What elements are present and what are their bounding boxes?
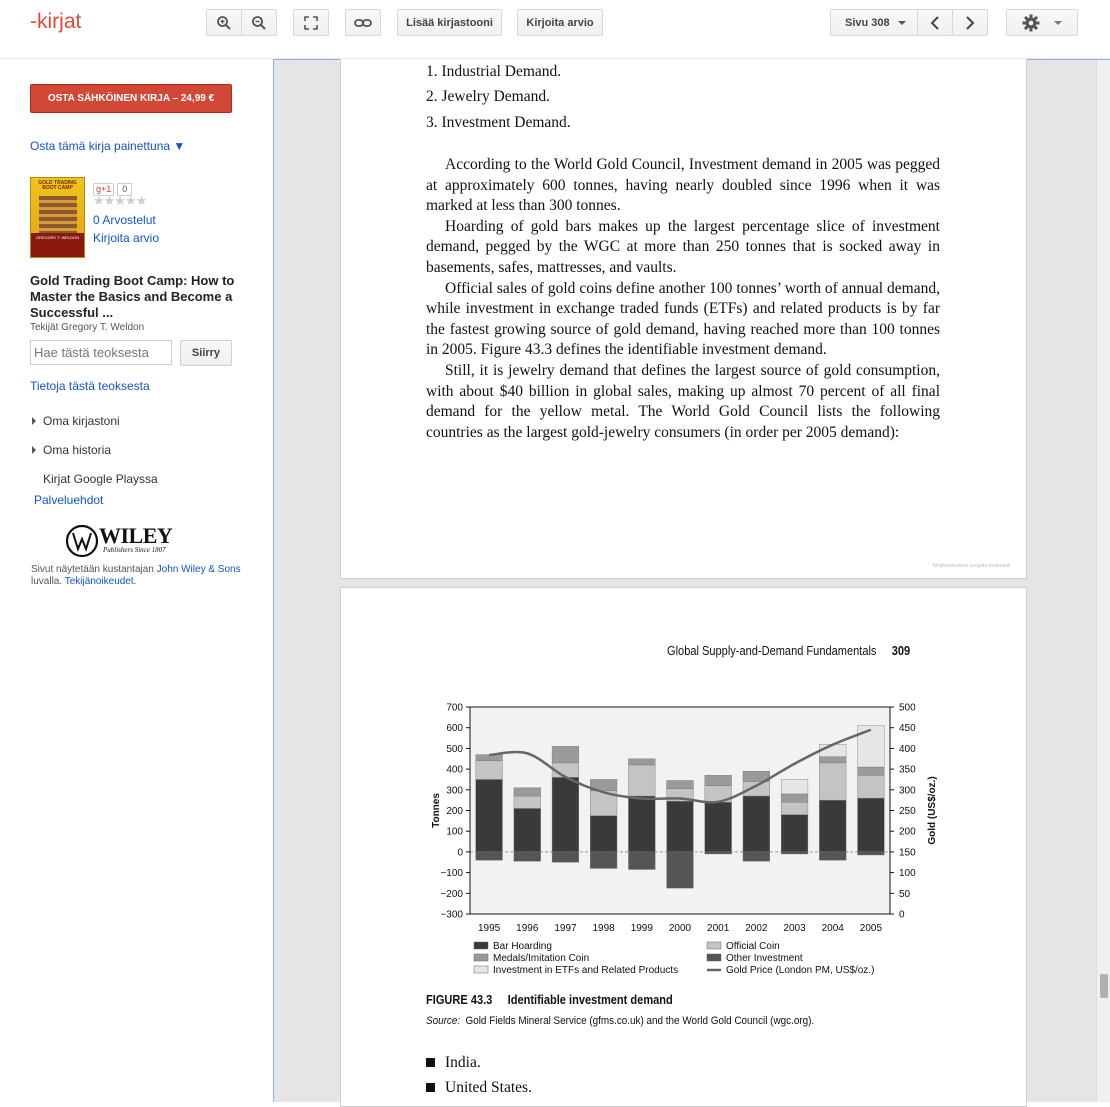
bar-medals-imitation-coin-1995 bbox=[476, 755, 503, 761]
zoom-out-button[interactable] bbox=[241, 9, 277, 36]
top-toolbar bbox=[0, 0, 1110, 59]
bullet-text: India. bbox=[445, 1054, 481, 1071]
bar-other-investment-2003 bbox=[781, 852, 808, 854]
bar-bar-hoarding-2001 bbox=[705, 802, 732, 852]
gplus-count: 0 bbox=[117, 183, 132, 196]
bar-medals-imitation-coin-1997 bbox=[552, 746, 579, 763]
bar-other-investment-1999 bbox=[628, 852, 655, 870]
fullscreen-icon bbox=[303, 15, 319, 31]
cover-band-art: GREGORY T. WELDON bbox=[31, 233, 84, 257]
left-sidebar bbox=[0, 59, 273, 1102]
y2-tick-label: 300 bbox=[899, 785, 916, 797]
y2-tick-label: 50 bbox=[899, 888, 911, 900]
y2-tick-label: 250 bbox=[899, 806, 916, 817]
chevron-right-icon bbox=[965, 16, 975, 30]
wiley-name: WILEY bbox=[99, 523, 173, 548]
y-tick-label: 0 bbox=[457, 847, 463, 859]
y-tick-label: −200 bbox=[440, 888, 463, 900]
y2-tick-label: 150 bbox=[899, 847, 916, 859]
bar-medals-imitation-coin-2000 bbox=[667, 780, 694, 788]
figure-label: FIGURE 43.3 bbox=[426, 992, 493, 1007]
legend-swatch bbox=[474, 942, 488, 949]
legend-swatch bbox=[474, 954, 488, 961]
bar-bar-hoarding-1997 bbox=[552, 777, 579, 852]
paragraph: Still, it is jewelry demand that defines the largest source of gold consumption, with about $40 billion in global sales, making up almost 70 percent of all final demand for the yellow metal. The World Gold Council lists the following countries as the largest gold-jewelry consumers (in order per 2005 demand): bbox=[426, 361, 940, 441]
paragraph: According to the World Gold Council, Investment demand in 2005 was pegged at approximately 600 tonnes, having nearly doubled since 1996 when it was marked at less than 300 tonnes. bbox=[426, 156, 940, 215]
previous-page-button[interactable] bbox=[917, 9, 953, 36]
bar-medals-imitation-coin-2003 bbox=[781, 794, 808, 802]
y2-tick-label: 450 bbox=[899, 723, 916, 735]
book-title: Gold Trading Boot Camp: How to Master the Basics and Become a Successful ... bbox=[30, 273, 235, 320]
y-tick-label: 600 bbox=[446, 723, 463, 735]
page-number: 309 bbox=[891, 643, 911, 658]
add-to-library-button[interactable]: Lisää kirjastooni bbox=[397, 9, 502, 36]
book-cover[interactable] bbox=[30, 177, 85, 258]
bar-bar-hoarding-2000 bbox=[667, 801, 694, 852]
terms-link[interactable]: Palveluehdot bbox=[34, 493, 104, 507]
legend-label: Gold Price (London PM, US$/oz.) bbox=[726, 965, 875, 976]
x-tick-label: 2001 bbox=[707, 923, 730, 934]
gear-icon bbox=[1022, 14, 1040, 32]
bar-other-investment-2005 bbox=[858, 852, 885, 855]
running-head-title: Global Supply-and-Demand Fundamentals bbox=[667, 643, 877, 658]
bar-investment-in-etfs-and-related-products-2004 bbox=[819, 744, 846, 756]
list-item: 2. Jewelry Demand. bbox=[426, 88, 550, 105]
rating-stars: ★★★★★ bbox=[93, 193, 147, 208]
bullet-text: United States. bbox=[445, 1079, 532, 1096]
zoom-in-button[interactable] bbox=[206, 9, 242, 36]
bar-official-coin-1995 bbox=[476, 761, 503, 780]
buy-print-link[interactable]: Osta tämä kirja painettuna ▼ bbox=[30, 139, 186, 153]
expand-triangle-icon bbox=[32, 417, 36, 425]
wiley-logo[interactable] bbox=[65, 523, 205, 559]
fullscreen-button[interactable] bbox=[293, 9, 329, 36]
y-tick-label: 500 bbox=[446, 743, 463, 755]
y-tick-label: −100 bbox=[440, 868, 463, 880]
bar-other-investment-1995 bbox=[476, 852, 503, 860]
y-tick-label: 700 bbox=[446, 702, 463, 714]
bar-medals-imitation-coin-1999 bbox=[628, 759, 655, 765]
chevron-left-icon bbox=[930, 16, 940, 30]
bar-other-investment-2002 bbox=[743, 852, 770, 861]
zoom-out-icon bbox=[251, 15, 267, 31]
y2-tick-label: 200 bbox=[899, 826, 916, 838]
legend-swatch bbox=[707, 954, 721, 961]
source-text: Gold Fields Mineral Service (gfms.co.uk) and the World Gold Council (wgc.org). bbox=[465, 1015, 815, 1027]
paragraph: Hoarding of gold bars makes up the largest percentage slice of investment demand, pegged by the WGC at more than 250 tonnes that is socked away in basements, safes, mattresses, and vaults. bbox=[426, 217, 940, 276]
y2-tick-label: 500 bbox=[899, 702, 916, 714]
cover-gold-bars-art bbox=[39, 196, 77, 236]
y-tick-label: 300 bbox=[446, 785, 463, 797]
publisher-note-middle: luvalla. bbox=[31, 576, 63, 587]
legend-label: Bar Hoarding bbox=[493, 941, 552, 952]
legend-label: Official Coin bbox=[726, 941, 780, 952]
about-book-link[interactable]: Tietoja tästä teoksesta bbox=[30, 379, 150, 393]
y-tick-label: 100 bbox=[446, 826, 463, 838]
scrollbar-thumb[interactable] bbox=[1100, 974, 1108, 998]
bar-investment-in-etfs-and-related-products-2005 bbox=[858, 726, 885, 767]
bar-bar-hoarding-1999 bbox=[628, 796, 655, 852]
list-item: 1. Industrial Demand. bbox=[426, 63, 562, 80]
bar-bar-hoarding-1998 bbox=[590, 816, 617, 852]
x-tick-label: 1998 bbox=[592, 923, 615, 934]
link-button[interactable] bbox=[345, 9, 381, 36]
bar-other-investment-1998 bbox=[590, 852, 617, 869]
bar-other-investment-1996 bbox=[514, 852, 541, 861]
bar-medals-imitation-coin-1996 bbox=[514, 788, 541, 796]
bar-bar-hoarding-2003 bbox=[781, 815, 808, 852]
x-tick-label: 2003 bbox=[783, 923, 806, 934]
expand-triangle-icon bbox=[32, 446, 36, 454]
bar-official-coin-2004 bbox=[819, 763, 846, 800]
page-select-label: Sivu 308 bbox=[845, 16, 890, 29]
bar-medals-imitation-coin-2005 bbox=[858, 767, 885, 775]
x-tick-label: 2005 bbox=[859, 923, 883, 934]
publisher-note bbox=[31, 564, 266, 588]
next-page-button[interactable] bbox=[952, 9, 988, 36]
x-tick-label: 2000 bbox=[668, 923, 692, 934]
running-head bbox=[667, 643, 910, 658]
bar-other-investment-1997 bbox=[552, 852, 579, 862]
legend-label: Other Investment bbox=[726, 953, 803, 964]
copyright-watermark: Tekijänoikeuksin suojattu materiaali bbox=[932, 563, 1011, 569]
paragraph: Official sales of gold coins define another 100 tonnes’ worth of annual demand, while investment in exchange traded funds (ETFs) and related products is by far the fastest growing source of gold demand, having reached more than 100 tonnes in 2005. Figure 43.3 defines the identifiable investment demand. bbox=[426, 279, 940, 359]
bar-official-coin-1999 bbox=[628, 765, 655, 796]
bar-investment-in-etfs-and-related-products-2003 bbox=[781, 779, 808, 793]
y2-tick-label: 100 bbox=[899, 868, 916, 880]
bar-official-coin-2003 bbox=[781, 802, 808, 814]
bar-bar-hoarding-2002 bbox=[743, 796, 770, 852]
dropdown-arrow-icon bbox=[898, 21, 906, 25]
bar-medals-imitation-coin-2004 bbox=[819, 757, 846, 763]
bullet-square-icon bbox=[426, 1083, 435, 1092]
x-tick-label: 1999 bbox=[630, 923, 653, 934]
nav-my-history[interactable] bbox=[32, 443, 111, 457]
y-tick-label: −300 bbox=[440, 909, 463, 921]
legend-label: Investment in ETFs and Related Products bbox=[493, 965, 679, 976]
y-tick-label: 400 bbox=[446, 764, 463, 776]
y2-tick-label: 0 bbox=[899, 909, 905, 921]
bar-official-coin-1996 bbox=[514, 796, 541, 808]
x-tick-label: 1996 bbox=[516, 923, 539, 934]
y2-tick-label: 350 bbox=[899, 764, 916, 776]
list-item bbox=[426, 1054, 481, 1072]
bar-bar-hoarding-1996 bbox=[514, 808, 541, 851]
legend-label: Medals/Imitation Coin bbox=[493, 953, 590, 964]
nav-my-library[interactable] bbox=[32, 414, 120, 428]
zoom-in-icon bbox=[216, 15, 232, 31]
page-select[interactable] bbox=[830, 9, 918, 36]
page-308-body bbox=[426, 155, 940, 443]
bar-bar-hoarding-2005 bbox=[858, 798, 885, 852]
app-logo[interactable]: -kirjat bbox=[30, 10, 82, 33]
figure-source bbox=[426, 1015, 814, 1027]
investment-demand-chart bbox=[424, 698, 940, 982]
y-axis-label: Tonnes bbox=[431, 793, 442, 828]
y2-axis-label: Gold (US$/oz.) bbox=[927, 776, 938, 845]
bar-official-coin-2002 bbox=[743, 782, 770, 796]
nav-my-history-label: Oma historia bbox=[43, 443, 112, 457]
google-play-books-link[interactable]: Kirjat Google Playssa bbox=[43, 472, 158, 486]
copyright-link[interactable]: Tekijänoikeudet. bbox=[64, 576, 137, 587]
search-go-button[interactable]: Siirry bbox=[180, 340, 232, 366]
bar-other-investment-2004 bbox=[819, 852, 846, 860]
x-tick-label: 2004 bbox=[821, 923, 844, 934]
publisher-note-prefix: Sivut näytetään kustantajan bbox=[31, 564, 154, 575]
list-item bbox=[426, 1079, 532, 1097]
viewer-scrollbar[interactable] bbox=[1096, 60, 1110, 1102]
list-item: 3. Investment Demand. bbox=[426, 114, 571, 131]
source-label: Source: bbox=[426, 1015, 461, 1027]
search-in-book-input[interactable] bbox=[30, 340, 172, 365]
reviews-link[interactable]: 0 Arvostelut bbox=[93, 213, 156, 227]
cover-title-art: GOLD TRADING BOOT CAMP bbox=[38, 180, 77, 191]
bar-other-investment-2001 bbox=[705, 852, 732, 854]
bullet-square-icon bbox=[426, 1058, 435, 1067]
legend-swatch bbox=[707, 942, 721, 949]
wiley-tagline: Publishers Since 1807 bbox=[103, 546, 166, 554]
gplus-button[interactable]: g+1 bbox=[93, 183, 114, 196]
bar-bar-hoarding-2004 bbox=[819, 800, 846, 852]
bar-official-coin-2005 bbox=[858, 775, 885, 798]
buy-ebook-button[interactable]: OSTA SÄHKÖINEN KIRJA – 24,99 € bbox=[30, 84, 232, 113]
nav-my-library-label: Oma kirjastoni bbox=[43, 414, 120, 428]
x-tick-label: 1997 bbox=[554, 923, 577, 934]
x-tick-label: 1995 bbox=[477, 923, 501, 934]
bar-other-investment-2000 bbox=[667, 852, 694, 888]
legend-swatch bbox=[474, 966, 488, 973]
y2-tick-label: 400 bbox=[899, 743, 916, 755]
write-review-link[interactable]: Kirjoita arvio bbox=[93, 231, 160, 245]
link-icon bbox=[354, 17, 372, 29]
write-review-button[interactable]: Kirjoita arvio bbox=[517, 9, 603, 36]
settings-dropdown-arrow-icon bbox=[1054, 21, 1062, 25]
book-authors: Tekijät Gregory T. Weldon bbox=[30, 322, 145, 333]
figure-caption bbox=[426, 992, 673, 1007]
y-tick-label: 200 bbox=[446, 806, 463, 817]
settings-button[interactable] bbox=[1006, 9, 1078, 36]
bar-bar-hoarding-1995 bbox=[476, 779, 503, 851]
bar-medals-imitation-coin-2001 bbox=[705, 775, 732, 785]
figure-title: Identifiable investment demand bbox=[507, 992, 673, 1007]
publisher-link[interactable]: John Wiley & Sons bbox=[156, 564, 241, 575]
x-tick-label: 2002 bbox=[745, 923, 768, 934]
